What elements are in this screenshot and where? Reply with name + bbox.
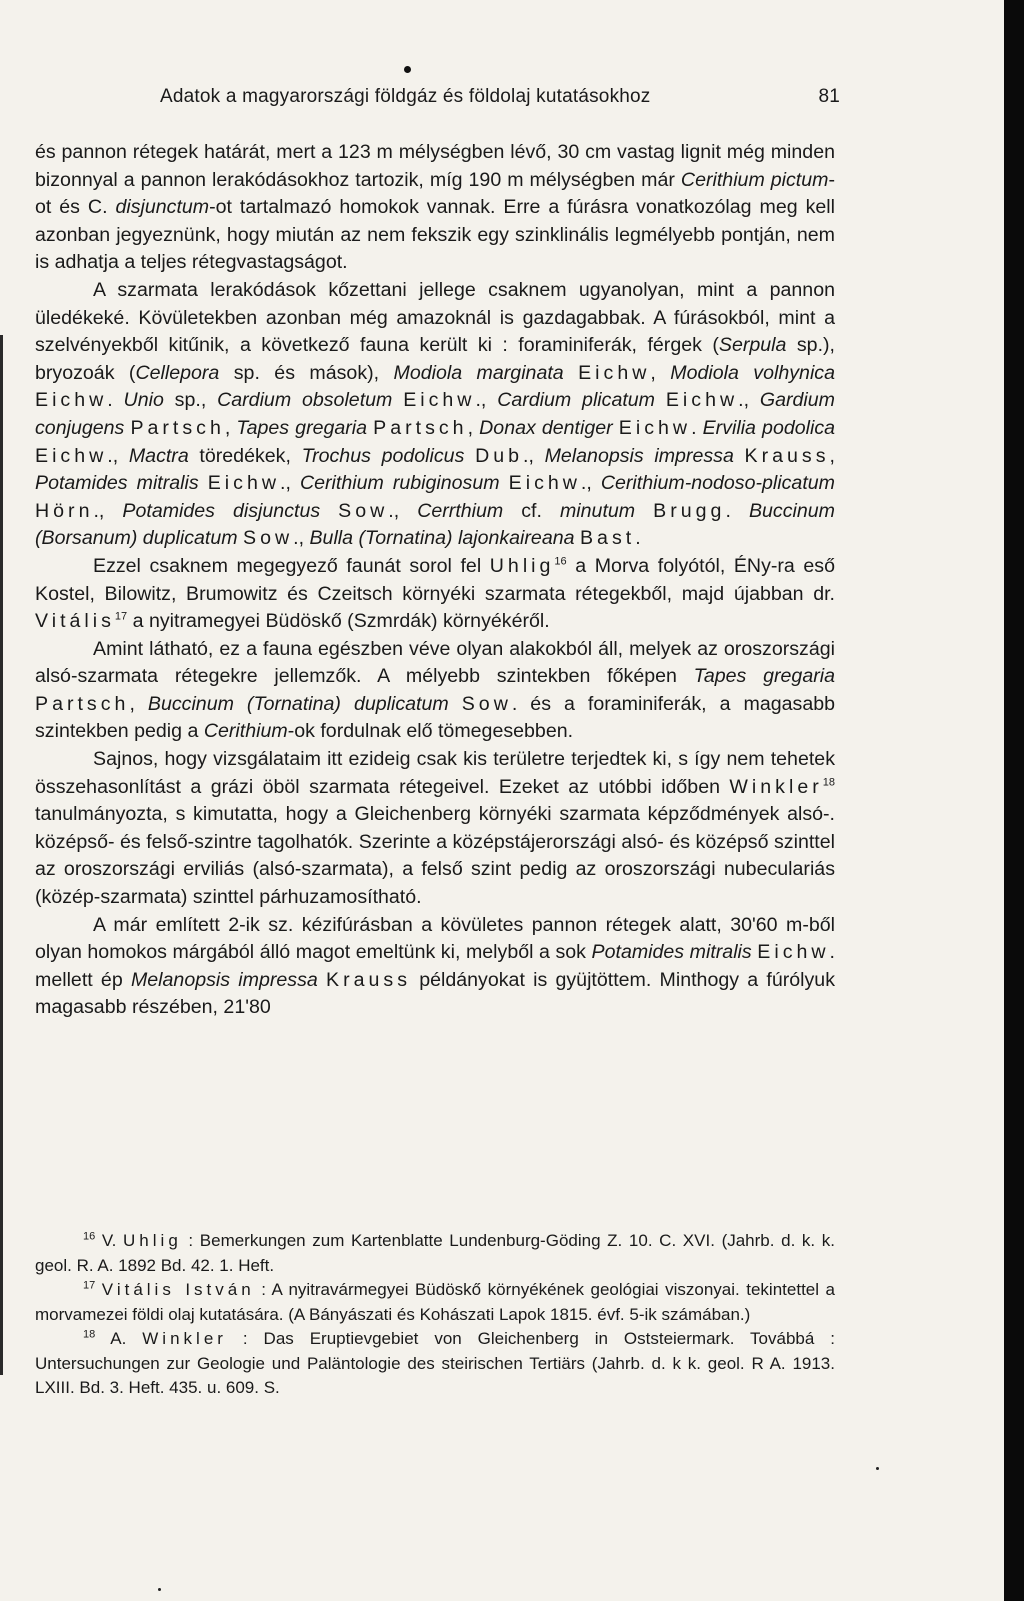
taxon-name: Unio bbox=[123, 389, 164, 412]
text-run: -ok fordulnak elő tömegesebben. bbox=[287, 720, 574, 743]
taxon-name: Ervilia podolica bbox=[702, 416, 836, 439]
text-run: ., bbox=[523, 444, 545, 467]
text-run: ., bbox=[280, 472, 300, 495]
author-name: Eichw bbox=[618, 416, 692, 439]
author-name: Eichw bbox=[207, 472, 281, 495]
text-run: : Bemerkungen zum Kartenblatte Lundenburg-Göding Z. 10. C. XVI. (Jahrb. d. k. k. geol. R. A. 1892 Bd. 42. 1. Heft. bbox=[35, 1231, 836, 1275]
taxon-name: Cardium obsoletum bbox=[217, 389, 393, 412]
author-name: Partsch bbox=[35, 692, 130, 715]
footnote-ref: 18 bbox=[822, 776, 835, 789]
text-run: A. bbox=[95, 1329, 143, 1348]
taxon-name: Gardium conjugens bbox=[35, 389, 835, 439]
taxon-name: Modiola marginata bbox=[393, 361, 564, 384]
taxon-name: Cerithium pictum bbox=[680, 168, 829, 191]
taxon-name: Serpula bbox=[718, 334, 787, 357]
author-name: Eichw bbox=[403, 389, 476, 412]
paragraph bbox=[35, 553, 835, 636]
text-run: ., bbox=[738, 389, 760, 412]
text-run bbox=[318, 969, 326, 991]
paragraph bbox=[35, 746, 835, 912]
footnote-ref: 16 bbox=[554, 555, 567, 568]
text-run: a Morva folyótól, ÉNy-ra eső Kostel, Bilowitz, Brumowitz és Czeitsch környéki szarmata rétegekből, majd újabban dr. bbox=[35, 554, 836, 605]
text-run bbox=[734, 445, 745, 467]
text-run: A már említett 2-ik sz. kézifúrásban a kövületes pannon rétegek alatt, 30'60 m-ből olyan homokos márgából álló magot emeltünk ki, melyből a sok bbox=[35, 913, 835, 964]
text-run: , bbox=[224, 416, 237, 439]
text-run bbox=[320, 500, 338, 522]
author-name: Hörn bbox=[35, 499, 94, 522]
author-name: Krauss bbox=[744, 444, 830, 467]
text-run bbox=[449, 693, 462, 715]
author-name: Eichw bbox=[757, 941, 830, 964]
text-run: A szarmata lerakódások kőzettani jellege csaknem ugyanolyan, mint a pannon üledékeké. Kövületekben azonban még amazoknál is gazdagabbak. A fúrásokból, mint a szelvényekből kitűnik, a következő fauna került ki : foraminiferák, férgek ( bbox=[35, 278, 835, 357]
author-name: Eichw bbox=[35, 444, 108, 467]
scan-edge-shadow bbox=[1004, 0, 1024, 1601]
author-name: Partsch bbox=[130, 416, 225, 439]
ink-speck bbox=[876, 1467, 879, 1470]
ink-dot bbox=[404, 66, 411, 73]
text-run bbox=[199, 472, 208, 494]
text-run: ., bbox=[107, 444, 129, 467]
page-number: 81 bbox=[818, 86, 840, 107]
footnotes bbox=[35, 1229, 835, 1401]
text-run: , bbox=[829, 444, 835, 467]
text-run: -ot és C. bbox=[35, 168, 835, 219]
paragraph bbox=[35, 139, 835, 277]
text-run: . mellett ép bbox=[35, 941, 835, 991]
author-name: Krauss bbox=[326, 968, 411, 991]
running-header bbox=[160, 86, 840, 108]
text-run: ., bbox=[475, 389, 498, 412]
text-run: ., bbox=[388, 499, 418, 522]
body-text bbox=[35, 139, 835, 1022]
text-run bbox=[655, 389, 666, 411]
text-run: és pannon rétegek határát, mert a 123 m mélységben lévő, 30 cm vastag lignit még minden bizonnyal a pannon lerakódásokhoz tartozik, míg 190 m mélységben már bbox=[35, 141, 835, 191]
text-run: töredékek, bbox=[188, 444, 302, 467]
footnote-ref: 17 bbox=[114, 610, 128, 623]
text-run: : A nyitravármegyei Büdöskő környékének geológiai viszonyai. tekintettel a morvamezei földi olaj kutatására. (A Bányászati és Kohászati Lapok 1815. évf. 5-ik számában.) bbox=[35, 1280, 835, 1324]
paragraph bbox=[35, 277, 835, 553]
taxon-name: Modiola volhynica bbox=[670, 361, 835, 384]
taxon-name: Potamides mitralis bbox=[591, 941, 752, 964]
author-name: Sow bbox=[338, 499, 389, 522]
text-run: Ezzel csaknem megegyező faunát sorol fel bbox=[93, 554, 490, 577]
taxon-name: Cerithium bbox=[203, 720, 288, 743]
author-name: Sow bbox=[243, 527, 294, 550]
text-run bbox=[564, 362, 578, 384]
footnote-ref: 17 bbox=[83, 1279, 96, 1292]
text-run: példányokat is gyüjtöttem. Minthogy a fúrólyuk magasabb részében, 21'80 bbox=[35, 968, 835, 1019]
text-run bbox=[464, 445, 475, 467]
footnote bbox=[35, 1327, 835, 1401]
taxon-name: Melanopsis impressa bbox=[544, 444, 734, 467]
text-run: . bbox=[635, 527, 641, 550]
taxon-name: Donax dentiger bbox=[479, 416, 613, 439]
taxon-name: Buccinum (Borsanum) duplicatum bbox=[35, 499, 835, 550]
text-run: ., bbox=[293, 527, 310, 550]
text-run: sp.), bryozoák ( bbox=[35, 334, 835, 384]
text-run: : Das Eruptievgebiet von Gleichenberg in Oststeiermark. Továbbá : Untersuchungen zur Geologie und Paläntologie des steirischen Tertiärs (Jahrb. d. k k. geol. R A. 1913. LXIII. Bd. 3. Heft. 435. u. 609. S. bbox=[35, 1329, 835, 1397]
text-run bbox=[392, 389, 403, 411]
author-name: Uhlig bbox=[489, 554, 555, 577]
author-name: Sow bbox=[461, 692, 512, 715]
taxon-name: Tapes gregaria bbox=[236, 416, 368, 439]
author-name: Dub bbox=[475, 444, 524, 467]
author-name: Eichw bbox=[665, 389, 739, 412]
taxon-name: Tapes gregaria bbox=[693, 665, 835, 688]
taxon-name: Potamides mitralis bbox=[35, 472, 199, 495]
author-name: Eichw bbox=[35, 389, 108, 412]
taxon-name: disjunctum bbox=[115, 196, 210, 219]
taxon-name: minutum bbox=[559, 499, 636, 522]
taxon-name: Cardium plicatum bbox=[497, 389, 656, 412]
text-run: sp., bbox=[163, 389, 218, 412]
footnote bbox=[35, 1229, 835, 1278]
running-title: Adatok a magyarországi földgáz és földolaj kutatásokhoz bbox=[160, 86, 651, 107]
text-run: Sajnos, hogy vizsgálataim itt ezideig csak kis területre terjedtek ki, s így nem tehetek összehasonlítást a grázi öböl szarmata rétegeivel. Ezeket az utóbbi időben bbox=[35, 748, 835, 798]
text-run: , bbox=[129, 692, 148, 715]
paragraph bbox=[35, 912, 835, 1022]
footnote-ref: 18 bbox=[83, 1328, 96, 1341]
taxon-name: Cerrthium bbox=[417, 499, 504, 522]
text-run: , bbox=[650, 361, 671, 384]
author-name: Winkler bbox=[142, 1329, 227, 1348]
taxon-name: Bulla (Tornatina) lajonkaireana bbox=[309, 527, 575, 550]
text-run: -ot tartalmazó homokok vannak. Erre a fúrásra vonatkozólag meg kell azonban jegyeznünk, hogy miután az nem fekszik egy szinklinális legmélyebb pontján, nem is adhatja a teljes rétegvastagságot. bbox=[35, 196, 835, 274]
paragraph bbox=[35, 636, 835, 746]
author-name: Eichw bbox=[578, 361, 651, 384]
text-run: . bbox=[725, 499, 749, 522]
author-name: Partsch bbox=[373, 416, 468, 439]
text-run bbox=[500, 472, 509, 494]
author-name: Vitális István bbox=[101, 1280, 255, 1299]
taxon-name: Cerithium-nodoso-plicatum bbox=[600, 472, 835, 495]
footnote bbox=[35, 1278, 835, 1327]
author-name: Winkler bbox=[729, 775, 823, 798]
ink-speck bbox=[158, 1588, 161, 1591]
text-run: . bbox=[691, 416, 703, 439]
text-run: , bbox=[467, 416, 480, 439]
taxon-name: Potamides disjunctus bbox=[122, 499, 321, 522]
taxon-name: Cerithium rubiginosum bbox=[299, 472, 500, 495]
taxon-name: Mactra bbox=[128, 444, 189, 467]
author-name: Uhlig bbox=[123, 1231, 182, 1250]
text-run: cf. bbox=[503, 499, 560, 522]
text-run: . és a foraminiferák, a magasabb szintekben pedig a bbox=[35, 692, 836, 743]
text-run: ., bbox=[580, 472, 601, 495]
text-run: a nyitramegyei Büdöskő (Szmrdák) környékéről. bbox=[127, 610, 550, 633]
author-name: Vitális bbox=[35, 610, 115, 633]
text-run: sp. és mások), bbox=[219, 361, 394, 384]
text-run: tanulmányozta, s kimutatta, hogy a Gleichenberg környéki szarmata képződmények alsó-. középső- és felső-szintre tagolhatók. Szerinte a középstájerországi alsó- és középső szinttel az oroszországi erviliás (alsó-szarmata), a felső szint pedig az oroszországi nubeculariás (közép-szarmata) szinttel párhuzamosítható. bbox=[35, 803, 835, 909]
text-run: . bbox=[107, 389, 124, 412]
text-run: ., bbox=[93, 499, 123, 522]
footnote-ref: 16 bbox=[83, 1230, 96, 1243]
taxon-name: Melanopsis impressa bbox=[130, 968, 318, 991]
author-name: Eichw bbox=[508, 472, 581, 495]
taxon-name: Trochus podolicus bbox=[301, 444, 465, 467]
text-run bbox=[635, 500, 653, 522]
taxon-name: Buccinum (Tornatina) duplicatum bbox=[147, 692, 449, 715]
author-name: Brugg bbox=[653, 499, 726, 522]
author-name: Bast bbox=[579, 527, 636, 550]
text-run: Amint látható, ez a fauna egészben véve olyan alakokból áll, melyek az oroszországi alsó-szarmata rétegekre jellemzők. A mélyebb szintekben főképen bbox=[35, 637, 835, 688]
scan-binding-edge bbox=[0, 335, 3, 1375]
text-run: V. bbox=[95, 1231, 124, 1250]
taxon-name: Cellepora bbox=[135, 361, 220, 384]
